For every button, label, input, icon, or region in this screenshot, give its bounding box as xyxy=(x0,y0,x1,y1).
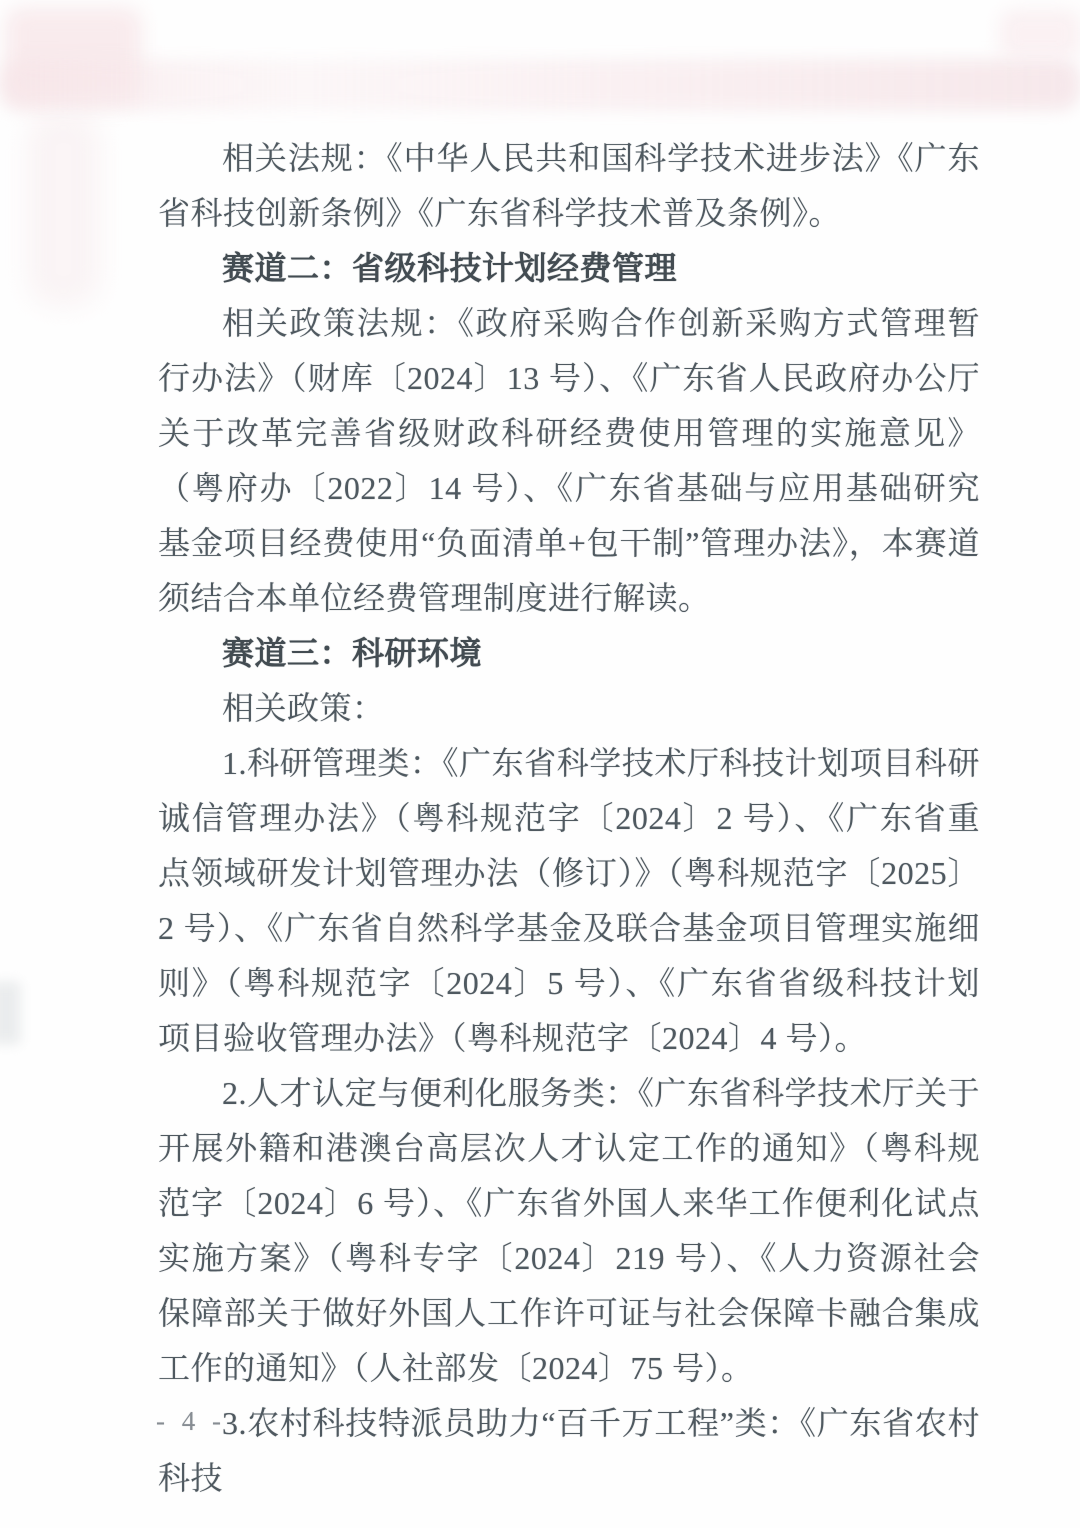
document-body xyxy=(158,131,980,1506)
scan-smudge-top-right xyxy=(1000,10,1080,58)
section-heading: 赛道三：科研环境 xyxy=(222,635,483,671)
scan-smudge-lower-left xyxy=(0,982,20,1044)
scan-smudge-band xyxy=(0,60,1080,110)
page-number: - 4 - xyxy=(156,1406,226,1436)
paragraph: 2.人才认定与便利化服务类：《广东省科学技术厅关于开展外籍和港澳台高层次人才认定工作的通知》（粤科规范字〔2024〕6 号）、《广东省外国人来华工作便利化试点实施方案》（粤科专字〔2024〕219 号）、《人力资源社会保障部关于做好外国人工作许可证与社会保障卡融合集成工作的通知》（人社部发〔2024〕75 号）。 xyxy=(158,1075,980,1386)
paragraph: 相关政策法规：《政府采购合作创新采购方式管理暂行办法》（财库〔2024〕13 号）、《广东省人民政府办公厅关于改革完善省级财政科研经费使用管理的实施意见》（粤府办〔2022〕14 号）、《广东省基础与应用基础研究基金项目经费使用“负面清单+包干制”管理办法》，本赛道须结合本单位经费管理制度进行解读。 xyxy=(158,305,980,616)
paragraph: 相关法规：《中华人民共和国科学技术进步法》《广东省科技创新条例》《广东省科学技术普及条例》。 xyxy=(158,140,980,231)
scan-smudge-left-edge xyxy=(26,112,101,307)
paragraph: 1.科研管理类：《广东省科学技术厅科技计划项目科研诚信管理办法》（粤科规范字〔2024〕2 号）、《广东省重点领域研发计划管理办法（修订）》（粤科规范字〔2025〕2 号）、《广东省自然科学基金及联合基金项目管理实施细则》（粤科规范字〔2024〕5 号）、《广东省省级科技计划项目验收管理办法》（粤科规范字〔2024〕4 号）。 xyxy=(158,745,980,1056)
section-heading: 赛道二：省级科技计划经费管理 xyxy=(222,250,678,286)
paragraph: 3.农村科技特派员助力“百千万工程”类：《广东省农村科技 xyxy=(158,1405,980,1496)
scan-smudge-top-left xyxy=(6,8,141,103)
paragraph: 相关政策： xyxy=(222,690,385,726)
